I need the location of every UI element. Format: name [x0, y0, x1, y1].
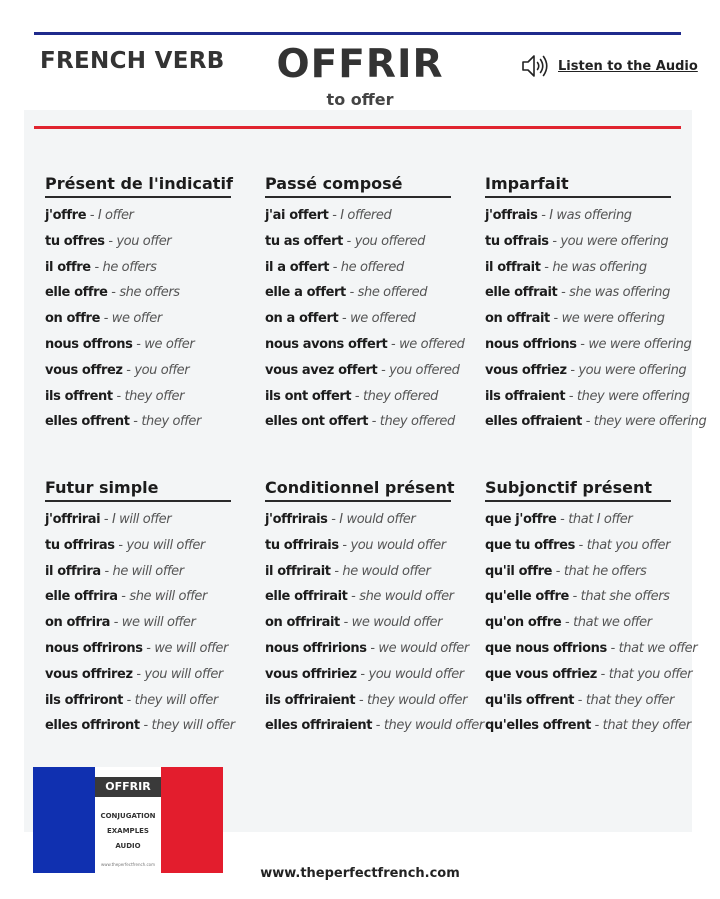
conjugation-row: il a offert - he offered [265, 259, 404, 275]
english-translation: that she offers [580, 589, 670, 605]
english-translation: you offered [354, 233, 426, 249]
worksheet-cover-thumbnail[interactable] [33, 767, 223, 873]
conjugation-row: elle offrira - she will offer [45, 589, 207, 605]
french-form: elle offre [45, 285, 108, 301]
section-passe-compose [265, 174, 483, 435]
english-translation: that they offer [602, 718, 691, 734]
french-form: vous offrez [45, 362, 123, 378]
french-form: que tu offres [485, 537, 575, 553]
conjugation-row: qu'on offre - that we offer [485, 615, 652, 631]
conjugation-row: on offre - we offer [45, 311, 162, 327]
conjugation-row: on a offert - we offered [265, 311, 416, 327]
english-translation: he will offer [112, 563, 184, 579]
english-translation: they will offer [151, 718, 235, 734]
english-translation: we were offering [561, 311, 665, 327]
french-form: vous offririez [265, 666, 357, 682]
cover-feature: EXAMPLES [107, 827, 149, 835]
cover-url: www.theperfectfrench.com [100, 862, 156, 867]
english-translation: we would offer [378, 640, 469, 656]
english-translation: you will offer [126, 537, 205, 553]
verb-title: OFFRIR [276, 42, 444, 87]
french-form: tu offrais [485, 233, 549, 249]
conjugation-row: qu'elles offrent - that they offer [485, 718, 691, 734]
english-translation: she would offer [359, 589, 454, 605]
conjugation-row: qu'elle offre - that she offers [485, 589, 670, 605]
english-translation: she will offer [129, 589, 207, 605]
french-form: elle offrait [485, 285, 558, 301]
english-translation: they were offering [593, 414, 707, 430]
english-translation: you were offering [578, 362, 687, 378]
french-form: nous offrions [485, 336, 577, 352]
french-form: elle offrira [45, 589, 118, 605]
french-form: il offre [45, 259, 91, 275]
french-form: vous offriez [485, 362, 567, 378]
conjugation-row: on offrirait - we would offer [265, 615, 443, 631]
section-title: Conditionnel présent [265, 478, 451, 502]
footer-website-link[interactable]: www.theperfectfrench.com [260, 866, 460, 881]
english-translation: that he offers [563, 563, 647, 579]
listen-audio-label[interactable]: Listen to the Audio [558, 58, 698, 74]
section-title: Présent de l'indicatif [45, 174, 231, 198]
french-form: elles offraient [485, 414, 582, 430]
conjugation-row: il offrirait - he would offer [265, 563, 431, 579]
conjugation-row: qu'il offre - that he offers [485, 563, 647, 579]
conjugation-row: tu offrirais - you would offer [265, 537, 446, 553]
conjugation-row: vous offrirez - you will offer [45, 666, 223, 682]
french-form: on a offert [265, 311, 339, 327]
english-translation: we offer [144, 336, 195, 352]
french-form: que vous offriez [485, 666, 597, 682]
english-translation: they were offering [576, 388, 690, 404]
conjugation-row: elle a offert - she offered [265, 285, 428, 301]
section-title: Subjonctif présent [485, 478, 671, 502]
section-title: Imparfait [485, 174, 671, 198]
conjugation-row: elles offrent - they offer [45, 414, 201, 430]
conjugation-row: tu as offert - you offered [265, 233, 426, 249]
conjugation-row: on offrait - we were offering [485, 311, 665, 327]
conjugation-row: ils ont offert - they offered [265, 388, 439, 404]
french-form: tu as offert [265, 233, 343, 249]
french-form: nous offrons [45, 336, 133, 352]
conjugation-row: ils offriraient - they would offer [265, 692, 468, 708]
english-translation: we will offer [121, 615, 196, 631]
french-form: elles offriront [45, 718, 140, 734]
cover-feature: AUDIO [115, 842, 141, 850]
english-translation: they would offer [366, 692, 468, 708]
french-form: elles offrent [45, 414, 130, 430]
conjugation-row: vous offrez - you offer [45, 362, 190, 378]
conjugation-row: il offrira - he will offer [45, 563, 184, 579]
french-form: on offre [45, 311, 100, 327]
english-translation: we would offer [351, 615, 443, 631]
french-form: elle offrirait [265, 589, 348, 605]
french-form: j'offrirais [265, 512, 328, 527]
english-translation: that I offer [568, 512, 633, 527]
top-divider [34, 32, 681, 35]
english-translation: you offer [116, 233, 172, 249]
french-form: il a offert [265, 259, 330, 275]
english-translation: I would offer [339, 512, 416, 527]
english-translation: we offer [111, 311, 162, 327]
french-form: ils offriront [45, 692, 123, 708]
conjugation-row: tu offres - you offer [45, 233, 172, 249]
flag-blue-band [33, 767, 95, 873]
french-form: nous offririons [265, 640, 367, 656]
english-translation: I offer [97, 208, 134, 223]
english-translation: they offered [379, 414, 455, 430]
conjugation-row: que j'offre - that I offer [485, 512, 633, 527]
english-translation: that we offer [618, 640, 698, 656]
english-translation: they would offer [383, 718, 484, 734]
french-form: elles ont offert [265, 414, 369, 430]
english-translation: you offer [134, 362, 190, 378]
conjugation-row: elles offriraient - they would offer [265, 718, 484, 734]
section-conditionnel [265, 478, 483, 739]
english-translation: she offered [357, 285, 428, 301]
conjugation-row: elles ont offert - they offered [265, 414, 455, 430]
english-translation: you would offer [350, 537, 446, 553]
cover-feature: CONJUGATION [100, 812, 156, 820]
english-translation: you would offer [368, 666, 464, 682]
french-form: j'ai offert [265, 208, 329, 223]
section-title: Futur simple [45, 478, 231, 502]
english-translation: she was offering [569, 285, 670, 301]
conjugation-row: j'ai offert - I offered [265, 208, 392, 223]
french-form: ils offriraient [265, 692, 356, 708]
english-translation: you offered [389, 362, 460, 378]
french-form: il offrirait [265, 563, 331, 579]
conjugation-row: il offrait - he was offering [485, 259, 647, 275]
conjugation-row: qu'ils offrent - that they offer [485, 692, 674, 708]
conjugation-row: on offrira - we will offer [45, 615, 196, 631]
french-form: elles offriraient [265, 718, 373, 734]
section-title: Passé composé [265, 174, 451, 198]
english-translation: they will offer [134, 692, 218, 708]
conjugation-row: elle offrirait - she would offer [265, 589, 454, 605]
french-form: nous avons offert [265, 336, 388, 352]
section-futur-simple [45, 478, 263, 739]
french-form: on offrait [485, 311, 550, 327]
english-translation: that you offer [608, 666, 693, 682]
english-translation: that we offer [573, 615, 652, 631]
english-translation: that you offer [586, 537, 671, 553]
conjugation-row: nous avons offert - we offered [265, 336, 465, 352]
french-form: qu'elle offre [485, 589, 569, 605]
english-translation: he offered [340, 259, 404, 275]
english-translation: they offer [141, 414, 201, 430]
conjugation-row: ils offriront - they will offer [45, 692, 218, 708]
conjugation-row: elle offre - she offers [45, 285, 180, 301]
conjugation-row: elles offraient - they were offering [485, 414, 707, 430]
cover-verb-badge: OFFRIR [95, 777, 161, 797]
french-form: il offrira [45, 563, 101, 579]
english-translation: she offers [119, 285, 180, 301]
conjugation-row: nous offrirons - we will offer [45, 640, 228, 656]
french-form: que j'offre [485, 512, 557, 527]
conjugation-row: j'offrirai - I will offer [45, 512, 172, 527]
english-translation: I will offer [111, 512, 172, 527]
conjugation-row: vous avez offert - you offered [265, 362, 460, 378]
conjugation-row: elle offrait - she was offering [485, 285, 670, 301]
conjugation-row: j'offrirais - I would offer [265, 512, 416, 527]
english-translation: you will offer [144, 666, 223, 682]
conjugation-row: tu offriras - you will offer [45, 537, 205, 553]
french-form: elle a offert [265, 285, 346, 301]
conjugation-row: ils offraient - they were offering [485, 388, 690, 404]
speaker-icon [520, 53, 550, 79]
french-form: ils ont offert [265, 388, 352, 404]
french-form: qu'il offre [485, 563, 553, 579]
english-translation: he would offer [342, 563, 431, 579]
conjugation-row: il offre - he offers [45, 259, 157, 275]
conjugation-row: nous offrions - we were offering [485, 336, 692, 352]
conjugation-row: que vous offriez - that you offer [485, 666, 693, 682]
french-form: vous avez offert [265, 362, 378, 378]
english-translation: they offered [362, 388, 439, 404]
english-translation: we were offering [588, 336, 692, 352]
french-form: que nous offrions [485, 640, 607, 656]
conjugation-row: tu offrais - you were offering [485, 233, 669, 249]
english-translation: they offer [124, 388, 185, 404]
english-translation: we offered [350, 311, 416, 327]
english-translation: we will offer [154, 640, 228, 656]
french-form: vous offrirez [45, 666, 133, 682]
french-form: j'offrirai [45, 512, 101, 527]
english-translation: he offers [102, 259, 157, 275]
english-translation: you were offering [560, 233, 669, 249]
english-translation: he was offering [552, 259, 647, 275]
section-subjonctif [485, 478, 703, 739]
header-label: FRENCH VERB [40, 48, 225, 74]
flag-red-band [161, 767, 223, 873]
verb-translation: to offer [326, 90, 394, 109]
french-form: il offrait [485, 259, 541, 275]
english-translation: that they offer [585, 692, 674, 708]
french-form: on offrirait [265, 615, 340, 631]
conjugation-row: que tu offres - that you offer [485, 537, 671, 553]
french-form: qu'elles offrent [485, 718, 591, 734]
english-translation: I was offering [549, 208, 632, 223]
french-form: tu offres [45, 233, 105, 249]
french-form: qu'ils offrent [485, 692, 575, 708]
conjugation-row: que nous offrions - that we offer [485, 640, 698, 656]
french-form: tu offrirais [265, 537, 339, 553]
bottom-divider [34, 126, 681, 129]
conjugation-row: elles offriront - they will offer [45, 718, 235, 734]
section-present [45, 174, 263, 435]
french-form: j'offre [45, 208, 87, 223]
french-form: qu'on offre [485, 615, 562, 631]
french-form: tu offriras [45, 537, 115, 553]
conjugation-row: nous offririons - we would offer [265, 640, 469, 656]
listen-audio-link[interactable] [520, 53, 698, 79]
conjugation-row: j'offre - I offer [45, 208, 134, 223]
section-imparfait [485, 174, 707, 435]
conjugation-row: ils offrent - they offer [45, 388, 185, 404]
conjugation-row: nous offrons - we offer [45, 336, 195, 352]
french-form: ils offraient [485, 388, 566, 404]
conjugation-row: vous offriez - you were offering [485, 362, 687, 378]
conjugation-row: vous offririez - you would offer [265, 666, 464, 682]
conjugation-row: j'offrais - I was offering [485, 208, 632, 223]
english-translation: we offered [399, 336, 465, 352]
french-form: ils offrent [45, 388, 113, 404]
french-form: nous offrirons [45, 640, 143, 656]
french-form: j'offrais [485, 208, 538, 223]
english-translation: I offered [340, 208, 392, 223]
french-form: on offrira [45, 615, 111, 631]
